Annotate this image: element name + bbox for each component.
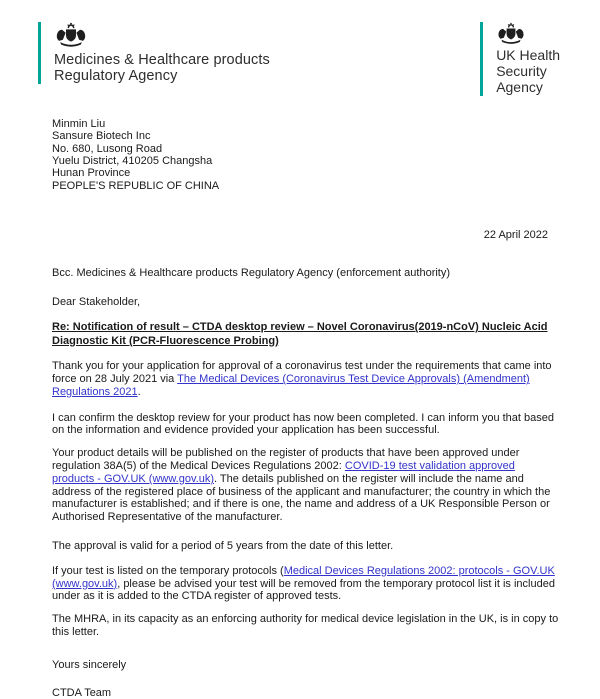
recipient-address-line: Minmin Liu: [52, 117, 106, 130]
royal-crest-icon: [496, 22, 526, 46]
ukhsa-name-line2: Security: [496, 62, 547, 79]
body-paragraph: The approval is valid for a period of 5 years from the date of this letter.: [52, 540, 394, 553]
ukhsa-name-line3: Agency: [496, 78, 543, 95]
mhra-logo: [38, 22, 270, 84]
bcc-line: Bcc. Medicines & Healthcare products Regulatory Agency (enforcement authority): [52, 267, 451, 280]
body-paragraph: If your test is listed on the temporary protocols (Medical Devices Regulations 2002: protocols - GOV.UK (www.gov.uk), please be advised your test will be removed from the temporary protocol list it is included under as it is added to the CTDA register of approved tests.: [52, 564, 555, 603]
hyperlink[interactable]: COVID-19 test validation approved products - GOV.UK (www.gov.uk): [52, 460, 515, 485]
closing-line: Yours sincerely: [52, 658, 127, 671]
signature-team: CTDA Team: [52, 686, 112, 699]
subject-line: Re: Notification of result – CTDA desktop review – Novel Coronavirus(2019-nCoV) Nucleic Acid Diagnostic Kit (PCR-Fluorescence Probing): [52, 321, 548, 347]
body-paragraph: Thank you for your application for approval of a coronavirus test under the requirements that came into force on 28 July 2021 via The Medical Devices (Coronavirus Test Device Approvals) (Amendment) Regulations 2021.: [52, 360, 552, 398]
body-paragraph: I can confirm the desktop review for your product has now been completed. I can inform you that based on the information and evidence provided your application has been successful.: [52, 411, 554, 437]
recipient-address-line: Sansure Biotech Inc: [52, 130, 151, 143]
mhra-name-line2: Regulatory Agency: [54, 68, 178, 85]
recipient-address-line: No. 680, Lusong Road: [52, 142, 163, 155]
letter-body: [52, 360, 560, 639]
letter-header: [38, 22, 560, 96]
hyperlink[interactable]: The Medical Devices (Coronavirus Test Device Approvals) (Amendment) Regulations 2021: [52, 373, 530, 398]
recipient-address: [52, 118, 560, 192]
letter-date: 22 April 2022: [483, 229, 548, 242]
recipient-address-line: PEOPLE'S REPUBLIC OF CHINA: [52, 179, 220, 192]
body-paragraph: The MHRA, in its capacity as an enforcing authority for medical device legislation in the UK, is in copy to this letter.: [52, 613, 559, 639]
mhra-name-line1: Medicines & Healthcare products: [54, 52, 270, 68]
ukhsa-name-line1: UK Health: [496, 47, 560, 63]
body-paragraph: Your product details will be published on the register of products that have been approved under regulation 38A(5) of the Medical Devices Regulations 2002: COVID-19 test validation approved products - GOV.UK (www.gov.uk). The details published on the register will include the name and address of the registered place of business of the applicant and manufacturer; the country in which the manufacturer is established; and if there is one, the name and address of a UK Responsible Person or Authorised Representative of the manufacturer.: [52, 447, 551, 524]
hyperlink[interactable]: Medical Devices Regulations 2002: protocols - GOV.UK (www.gov.uk): [52, 564, 555, 590]
ukhsa-logo: [480, 22, 560, 96]
royal-crest-icon: [54, 22, 88, 49]
recipient-address-line: Hunan Province: [52, 167, 131, 180]
recipient-address-line: Yuelu District, 410205 Changsha: [52, 155, 213, 168]
salutation: Dear Stakeholder,: [52, 296, 141, 309]
